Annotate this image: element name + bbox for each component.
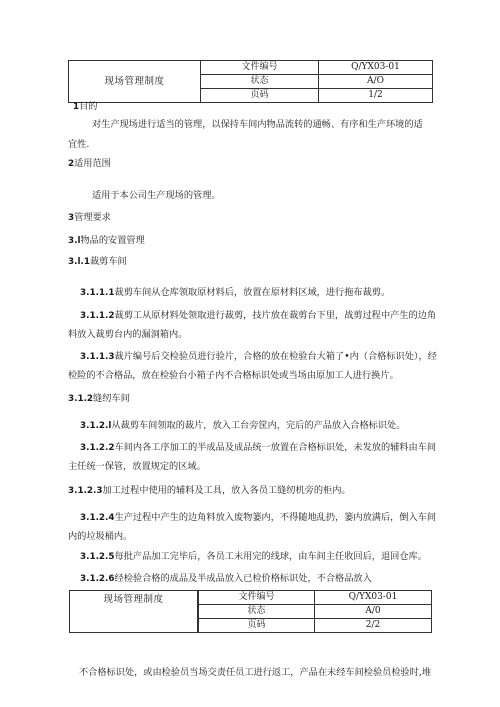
para-number: 3.1.1.3: [80, 352, 115, 362]
heading-3-1-1-title: 裁剪车间: [89, 256, 127, 267]
para-3-1-2-2: [80, 442, 436, 454]
heading-3: [68, 212, 111, 224]
header-value-page: 2/2: [315, 619, 432, 633]
para-text: 加工过程中使用的辅料及工具，放入各员工缝纫机旁的柜内。: [102, 485, 351, 496]
para-number: 3.1.1.2: [80, 311, 115, 321]
para-text: 车间内各工序加工的半成品及成品统一放置在合格标识处，未发放的辅料由车间: [114, 442, 437, 453]
header-label-page: 页码: [198, 619, 315, 633]
heading-3-1-2-number: 3.1.2: [68, 394, 94, 404]
header-label-page: 页码: [201, 89, 319, 103]
para-text: 生产过程中产生的边角料放入废物篓内，不得随地乱扔，篓内放满后，倒入车间: [114, 512, 437, 523]
para-3-1-2-3: [68, 485, 351, 497]
header-title: 现场管理制度: [69, 61, 201, 103]
heading-1-title: 目的: [79, 101, 98, 112]
heading-2-number: 2: [68, 159, 75, 169]
heading-3-1-2: [68, 393, 130, 405]
heading-2-title: 适用范围: [74, 158, 111, 169]
scope-body: 适用于本公司生产现场的管理。: [92, 190, 221, 201]
heading-1-number: 1: [73, 102, 80, 112]
para-3-1-1-1: [80, 287, 390, 299]
continuation-line: 不合格标识处，或由检验员当场交责任员工进行返工，产品在未经车间检验员检验时,堆: [79, 667, 432, 678]
header-label-doc-number: 文件编号: [201, 61, 319, 75]
para-3-1-1-2-cont: 料放入裁剪台内的漏洞箱内。: [68, 329, 188, 340]
heading-1: [73, 101, 98, 113]
header-title: 现场管理制度: [70, 591, 199, 633]
para-text: 每批产品加工完毕后，各员工未用完的线球，由车间主任收回后，退回仓库。: [114, 551, 427, 562]
purpose-body-line-1: 对生产现场进行适当的管理，以保持车间内物品流转的通畅、有序和生产环境的适: [92, 119, 423, 130]
heading-2: [68, 158, 111, 170]
para-3-1-1-3-cont: 检险的不合格品，放在检验台小箱子内不合格标识处或当场由原加工人进行换片。: [68, 370, 399, 381]
para-3-1-2-4: [80, 512, 436, 524]
heading-3-title: 管理要求: [74, 212, 111, 223]
para-number: 3.1.2.5: [80, 552, 115, 562]
header-table-2: [69, 590, 432, 633]
header-value-doc-number: Q/YX03-01: [319, 61, 433, 75]
para-3-1-2-1: [80, 420, 405, 432]
header-label-doc-number: 文件编号: [198, 591, 315, 605]
para-number: 3.1.2.l: [80, 421, 112, 431]
para-3-1-2-2-cont: 主任统一保管，放置规定的区域。: [68, 461, 206, 472]
para-text: 从裁剪车间领取的裁片，放入工台旁筐内，完后的产品放入合格标识处。: [111, 420, 406, 431]
heading-3-1-1-number: 3.l.1: [68, 257, 90, 267]
para-text: 经检验合格的成品及半成品放入已检价格标识处，不合格品放入: [114, 573, 372, 584]
para-number: 3.1.2.3: [68, 486, 103, 496]
para-number: 3.1.1.1: [80, 288, 115, 298]
heading-3-1-1: [68, 256, 127, 268]
para-text: 裁剪工从原材料处领取进行裁剪，技片放在裁剪台下里，战剪过程中产生的边角: [114, 310, 437, 321]
para-number: 3.1.2.6: [80, 574, 115, 584]
para-text: 裁片编号后交检验员进行验片，合格的放在检验台大箱了•内（合格标识处），经: [114, 351, 437, 362]
para-text: 裁剪车间从仓库领取原材料后，放置在原材料区域，进行拖布裁剪。: [114, 287, 391, 298]
header-label-status: 状态: [201, 75, 319, 89]
heading-3-1: [68, 235, 145, 247]
purpose-body-line-2: 宜性.: [68, 139, 90, 150]
para-3-1-2-5: [80, 551, 427, 563]
para-3-1-2-4-cont: 内的垃圾桶内。: [68, 531, 133, 542]
para-3-1-2-6: [80, 573, 372, 585]
header-table-1: [68, 60, 433, 103]
para-3-1-1-2: [80, 310, 436, 322]
para-number: 3.1.2.4: [80, 513, 115, 523]
heading-3-1-number: 3.l: [68, 236, 81, 246]
header-label-status: 状态: [198, 605, 315, 619]
para-number: 3.1.2.2: [80, 443, 115, 453]
heading-3-1-2-title: 缝纫车间: [93, 393, 130, 404]
heading-3-number: 3: [68, 213, 75, 223]
para-3-1-1-3: [80, 351, 437, 363]
header-value-page: 1/2: [319, 89, 433, 103]
header-value-status: A/0: [315, 605, 432, 619]
header-value-status: A/O: [319, 75, 433, 89]
heading-3-1-title: 物品的安置管理: [80, 235, 145, 246]
header-value-doc-number: Q/YX03-01: [315, 591, 432, 605]
